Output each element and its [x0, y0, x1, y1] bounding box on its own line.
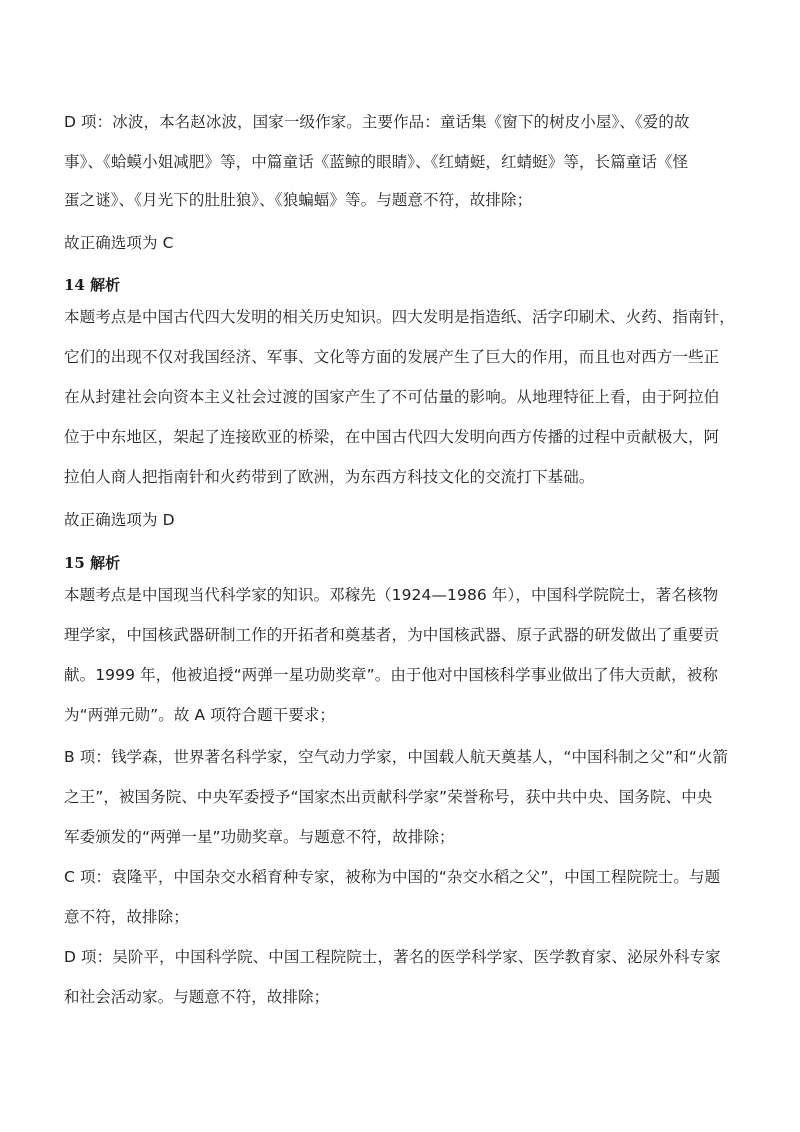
text-line: 它们的出现不仅对我国经济、军事、文化等方面的发展产生了巨大的作用，而且也对西方一些正: [64, 348, 720, 366]
text-line: 事》、《蛤蟆小姐减肥》等，中篇童话《蓝鲸的眼睛》、《红蜻蜓，红蜻蜓》等，长篇童话《怪: [64, 153, 689, 171]
text-line: 和社会活动家。与题意不符，故排除；: [64, 988, 330, 1006]
text-line: D 项：吴阶平，中国科学院、中国工程院院士，著名的医学科学家、医学教育家、泌尿外科专家: [64, 948, 721, 966]
text-line: 位于中东地区，架起了连接欧亚的桥梁，在中国古代四大发明向西方传播的过程中贡献极大，阿: [64, 428, 720, 446]
text-line: 之王”，被国务院、中央军委授予“国家杰出贡献科学家”荣誉称号，获中共中央、国务院、中央: [64, 788, 713, 806]
text-line: 为“两弹元勋”。故 A 项符合题干要求；: [64, 706, 336, 724]
text-line: 蛋之谜》、《月光下的肚肚狼》、《狼蝙蝠》等。与题意不符，故排除；: [64, 191, 533, 209]
text-line: 意不符，故排除；: [64, 908, 189, 926]
text-line: 本题考点是中国古代四大发明的相关历史知识。四大发明是指造纸、活字印刷术、火药、指南针，: [64, 308, 735, 326]
text-line: 献。1999 年，他被追授“两弹一星功勋奖章”。由于他对中国核科学事业做出了伟大贡献，被称: [64, 666, 718, 684]
text-line: 本题考点是中国现当代科学家的知识。邓稼先（1924—1986 年），中国科学院院士，著名核物: [64, 586, 719, 604]
text-line: 理学家，中国核武器研制工作的开拓者和奠基者，为中国核武器、原子武器的研发做出了重要贡: [64, 626, 720, 644]
text-line: D 项：冰波，本名赵冰波，国家一级作家。主要作品：童话集《窗下的树皮小屋》、《爱的故: [64, 113, 690, 131]
answer-line: 故正确选项为 D: [64, 511, 175, 529]
answer-line: 故正确选项为 C: [64, 234, 174, 252]
text-line: 拉伯人商人把指南针和火药带到了欧洲，为东西方科技文化的交流打下基础。: [64, 468, 595, 486]
section-heading-15: 15 解析: [64, 554, 121, 572]
text-line: 在从封建社会向资本主义社会过渡的国家产生了不可估量的影响。从地理特征上看，由于阿拉伯: [64, 388, 720, 406]
text-line: C 项：袁隆平，中国杂交水稻育种专家，被称为中国的“杂交水稻之父”，中国工程院院士。与题: [64, 868, 721, 886]
text-line: 军委颁发的“两弹一星”功勋奖章。与题意不符，故排除；: [64, 828, 455, 846]
text-line: B 项：钱学森，世界著名科学家，空气动力学家，中国载人航天奠基人，“中国科制之父”和“火箭: [64, 748, 729, 766]
section-heading-14: 14 解析: [64, 276, 121, 294]
